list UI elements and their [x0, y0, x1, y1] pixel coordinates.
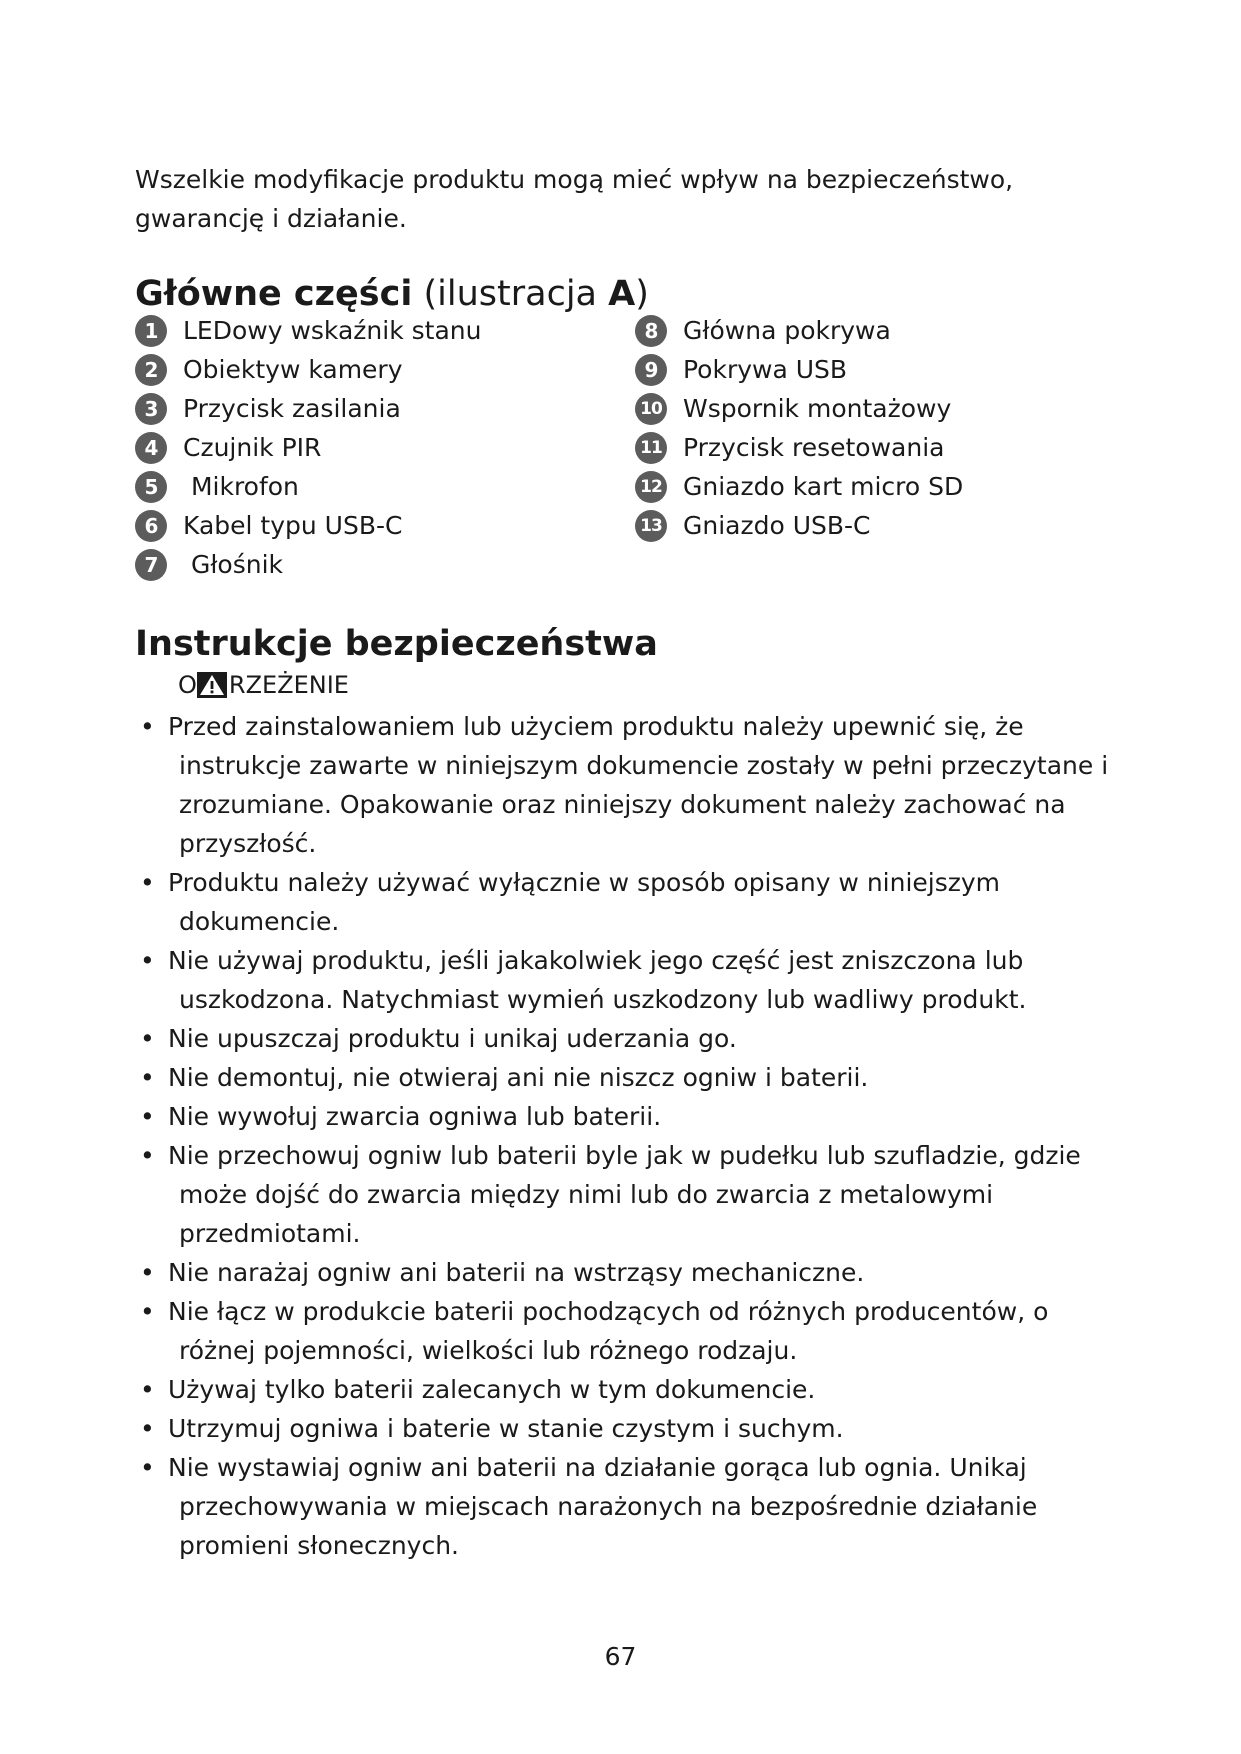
bullet-marker: • — [140, 946, 155, 975]
instruction-line: Nie wywołuj zwarcia ogniwa lub baterii. — [168, 1102, 662, 1131]
warning-prefix: O — [178, 671, 197, 699]
instruction-line: przyszłość. — [179, 829, 317, 858]
part-item — [135, 389, 481, 428]
part-label: Obiektyw kamery — [183, 355, 403, 384]
safety-instructions-list — [135, 707, 1135, 1565]
instruction-line: Nie demontuj, nie otwieraj ani nie niszcz ogniw i baterii. — [168, 1063, 869, 1092]
safety-instruction-item — [135, 1292, 1135, 1370]
part-item — [135, 545, 481, 584]
bullet-marker: • — [140, 1024, 155, 1053]
part-number-badge: 4 — [135, 432, 167, 464]
part-label: Gniazdo kart micro SD — [683, 472, 964, 501]
part-number-badge: 5 — [135, 471, 167, 503]
part-item — [135, 467, 481, 506]
part-label: Mikrofon — [183, 472, 299, 501]
part-number-badge: 11 — [635, 432, 667, 464]
instruction-line: Utrzymuj ogniwa i baterie w stanie czystym i suchym. — [168, 1414, 844, 1443]
part-number-badge: 10 — [635, 393, 667, 425]
bullet-marker: • — [140, 868, 155, 897]
safety-heading: Instrukcje bezpieczeństwa — [135, 624, 658, 664]
bullet-marker: • — [140, 712, 155, 741]
instruction-line: Nie narażaj ogniw ani baterii na wstrząsy mechaniczne. — [168, 1258, 865, 1287]
part-label: Przycisk resetowania — [683, 433, 945, 462]
part-number-badge: 7 — [135, 549, 167, 581]
part-label: Przycisk zasilania — [183, 394, 401, 423]
instruction-line: Nie przechowuj ogniw lub baterii byle jak w pudełku lub szufladzie, gdzie — [168, 1141, 1081, 1170]
part-item — [135, 311, 481, 350]
instruction-line: może dojść do zwarcia między nimi lub do zwarcia z metalowymi — [179, 1180, 994, 1209]
warning-suffix: RZEŻENIE — [228, 671, 349, 699]
part-label: Kabel typu USB-C — [183, 511, 403, 540]
instruction-line: przechowywania w miejscach narażonych na bezpośrednie działanie — [179, 1492, 1038, 1521]
part-label: Gniazdo USB-C — [683, 511, 871, 540]
instruction-line: Nie wystawiaj ogniw ani baterii na działanie gorąca lub ognia. Unikaj — [168, 1453, 1027, 1482]
parts-list-right — [635, 311, 963, 545]
illustration-letter: A — [608, 274, 636, 314]
part-number-badge: 1 — [135, 315, 167, 347]
instruction-line: dokumencie. — [179, 907, 340, 936]
part-number-badge: 3 — [135, 393, 167, 425]
safety-instruction-item — [135, 1409, 1135, 1448]
warning-label — [178, 668, 349, 702]
bullet-marker: • — [140, 1414, 155, 1443]
main-parts-heading-prefix: (ilustracja — [412, 274, 609, 314]
part-number-badge: 2 — [135, 354, 167, 386]
part-label: Czujnik PIR — [183, 433, 322, 462]
instruction-line: Nie upuszczaj produktu i unikaj uderzania go. — [168, 1024, 737, 1053]
instruction-line: Produktu należy używać wyłącznie w sposób opisany w niniejszym — [168, 868, 1001, 897]
part-item — [135, 428, 481, 467]
part-number-badge: 6 — [135, 510, 167, 542]
part-label: Pokrywa USB — [683, 355, 848, 384]
instruction-line: Nie łącz w produkcie baterii pochodzących od różnych producentów, o — [168, 1297, 1049, 1326]
bullet-marker: • — [140, 1453, 155, 1482]
safety-instruction-item — [135, 1253, 1135, 1292]
part-label: Główna pokrywa — [683, 316, 891, 345]
part-number-badge: 12 — [635, 471, 667, 503]
instruction-line: przedmiotami. — [179, 1219, 361, 1248]
instruction-line: Używaj tylko baterii zalecanych w tym dokumencie. — [168, 1375, 816, 1404]
safety-instruction-item — [135, 707, 1135, 863]
part-item — [635, 428, 963, 467]
instruction-line: Nie używaj produktu, jeśli jakakolwiek jego część jest zniszczona lub — [168, 946, 1024, 975]
instruction-line: uszkodzona. Natychmiast wymień uszkodzony lub wadliwy produkt. — [179, 985, 1027, 1014]
warning-triangle-icon — [197, 672, 227, 698]
instruction-line: Przed zainstalowaniem lub użyciem produktu należy upewnić się, że — [168, 712, 1024, 741]
intro-line: Wszelkie modyfikacje produktu mogą mieć wpływ na bezpieczeństwo, — [135, 165, 1014, 194]
safety-instruction-item — [135, 1136, 1135, 1253]
instruction-line: promieni słonecznych. — [179, 1531, 460, 1560]
main-parts-heading-suffix: ) — [635, 274, 649, 314]
intro-line: gwarancję i działanie. — [135, 204, 407, 233]
intro-paragraph — [135, 160, 1115, 238]
safety-instruction-item — [135, 1097, 1135, 1136]
safety-instruction-item — [135, 1058, 1135, 1097]
safety-instruction-item — [135, 1370, 1135, 1409]
bullet-marker: • — [140, 1102, 155, 1131]
part-number-badge: 9 — [635, 354, 667, 386]
part-item — [635, 311, 963, 350]
part-number-badge: 8 — [635, 315, 667, 347]
part-item — [135, 506, 481, 545]
main-parts-heading-bold: Główne części — [135, 274, 413, 314]
safety-instruction-item — [135, 1019, 1135, 1058]
part-label: LEDowy wskaźnik stanu — [183, 316, 482, 345]
instruction-line: różnej pojemności, wielkości lub różnego rodzaju. — [179, 1336, 798, 1365]
part-item — [635, 350, 963, 389]
part-item — [635, 506, 963, 545]
main-parts-heading — [135, 272, 649, 316]
instruction-line: instrukcje zawarte w niniejszym dokumencie zostały w pełni przeczytane i — [179, 751, 1109, 780]
part-label: Głośnik — [183, 550, 284, 579]
safety-instruction-item — [135, 941, 1135, 1019]
safety-instruction-item — [135, 1448, 1135, 1565]
bullet-marker: • — [140, 1375, 155, 1404]
part-item — [635, 467, 963, 506]
bullet-marker: • — [140, 1258, 155, 1287]
safety-instruction-item — [135, 863, 1135, 941]
part-number-badge: 13 — [635, 510, 667, 542]
instruction-line: zrozumiane. Opakowanie oraz niniejszy dokument należy zachować na — [179, 790, 1066, 819]
parts-list-left — [135, 311, 481, 584]
bullet-marker: • — [140, 1297, 155, 1326]
bullet-marker: • — [140, 1141, 155, 1170]
part-item — [635, 389, 963, 428]
part-item — [135, 350, 481, 389]
part-label: Wspornik montażowy — [683, 394, 952, 423]
bullet-marker: • — [140, 1063, 155, 1092]
page-number: 67 — [604, 1642, 637, 1671]
